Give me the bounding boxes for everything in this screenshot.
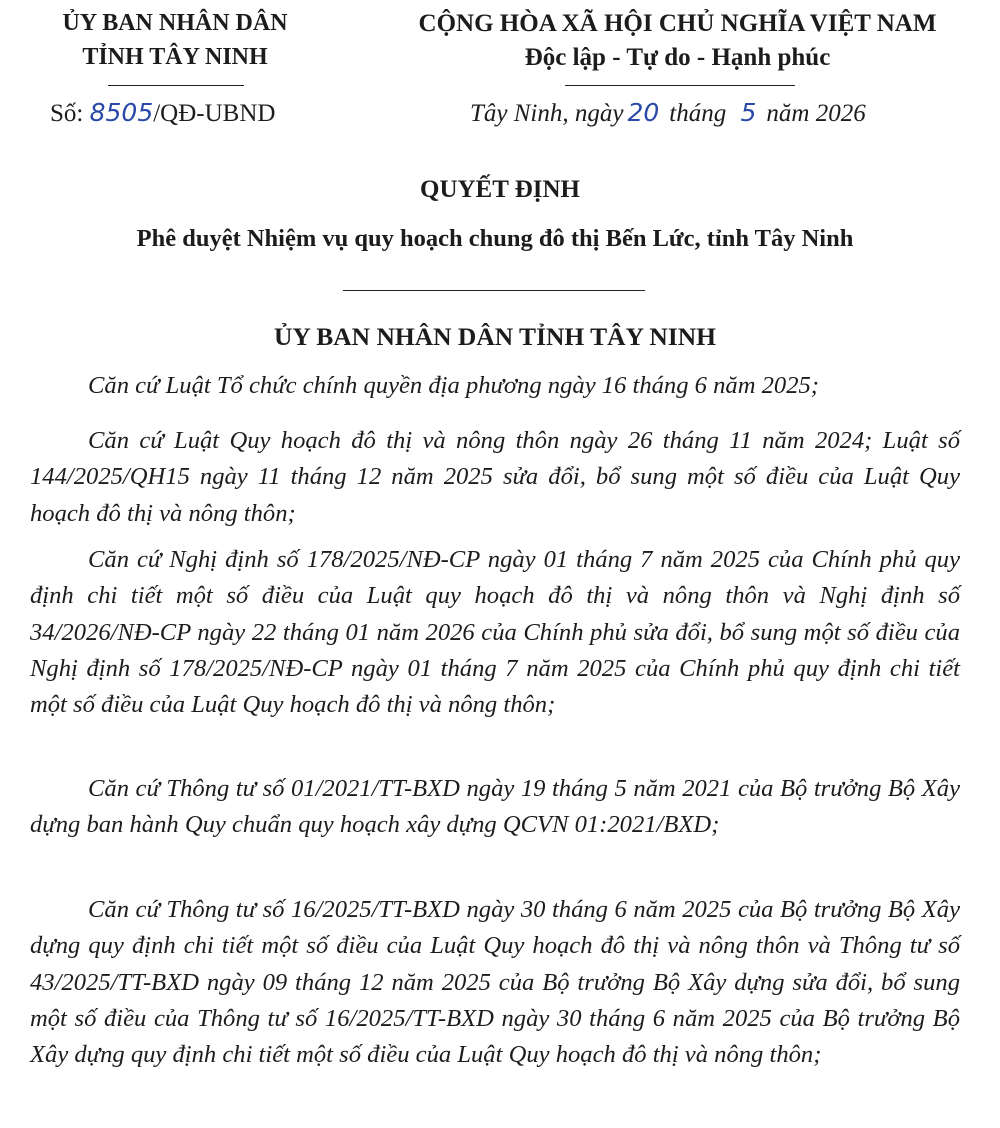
motto-underline	[565, 85, 795, 86]
date-month-word: tháng	[669, 100, 727, 127]
number-suffix: /QĐ-UBND	[153, 100, 276, 127]
date-year: năm 2026	[766, 100, 866, 127]
issuing-agency-line2: TỈNH TÂY NINH	[82, 44, 268, 70]
legal-basis-paragraph-1: Căn cứ Luật Tổ chức chính quyền địa phương ngày 16 tháng 6 năm 2025;	[88, 372, 819, 399]
national-motto: Độc lập - Tự do - Hạnh phúc	[524, 44, 831, 71]
legal-basis-paragraph-5: Căn cứ Thông tư số 16/2025/TT-BXD ngày 30 tháng 6 năm 2025 của Bộ trưởng Bộ Xây dựng quy định chi tiết một số điều của Luật Quy hoạch đô thị và nông thôn và Thông tư số 43/2025/TT-BXD ngày 09 tháng 12 năm 2025 của Bộ trưởng Bộ Xây dựng sửa đổi, bổ sung một số điều của Thông tư số 16/2025/TT-BXD ngày 30 tháng 6 năm 2025 của Bộ trưởng Bộ Xây dựng quy định chi tiết một số điều của Luật Quy hoạch đô thị và nông thôn;	[30, 896, 960, 1069]
decision-subtitle: Phê duyệt Nhiệm vụ quy hoạch chung đô thị Bến Lức, tỉnh Tây Ninh	[136, 225, 854, 252]
decision-title: QUYẾT ĐỊNH	[420, 176, 580, 203]
place-date-prefix: Tây Ninh, ngày	[470, 100, 624, 127]
date-month-handwritten: 5	[740, 98, 757, 127]
document-number	[50, 98, 275, 128]
legal-basis-paragraph-2: Căn cứ Luật Quy hoạch đô thị và nông thôn ngày 26 tháng 11 năm 2024; Luật số 144/2025/QH15 ngày 11 tháng 12 năm 2025 sửa đổi, bổ sung một số điều của Luật Quy hoạch đô thị và nông thôn;	[30, 427, 960, 527]
number-handwritten: 8505	[89, 98, 154, 127]
number-prefix: Số:	[50, 100, 84, 127]
issuing-agency-line1: ỦY BAN NHÂN DÂN	[62, 10, 288, 36]
date-day-handwritten: 20	[627, 98, 660, 127]
authority-heading: ỦY BAN NHÂN DÂN TỈNH TÂY NINH	[273, 322, 717, 351]
place-and-date	[470, 98, 866, 128]
subtitle-underline	[343, 290, 645, 291]
legal-basis-paragraph-4: Căn cứ Thông tư số 01/2021/TT-BXD ngày 19 tháng 5 năm 2021 của Bộ trưởng Bộ Xây dựng ban hành Quy chuẩn quy hoạch xây dựng QCVN 01:2021/BXD;	[30, 775, 960, 839]
agency-underline	[108, 85, 244, 86]
national-title: CỘNG HÒA XÃ HỘI CHỦ NGHĨA VIỆT NAM	[418, 10, 937, 37]
legal-basis-paragraph-3: Căn cứ Nghị định số 178/2025/NĐ-CP ngày 01 tháng 7 năm 2025 của Chính phủ quy định chi tiết một số điều của Luật quy hoạch đô thị và nông thôn và Nghị định số 34/2026/NĐ-CP ngày 22 tháng 01 năm 2026 của Chính phủ sửa đổi, bổ sung một số điều của Nghị định số 178/2025/NĐ-CP ngày 01 tháng 7 năm 2025 của Chính phủ quy định chi tiết một số điều của Luật Quy hoạch đô thị và nông thôn;	[30, 546, 960, 719]
